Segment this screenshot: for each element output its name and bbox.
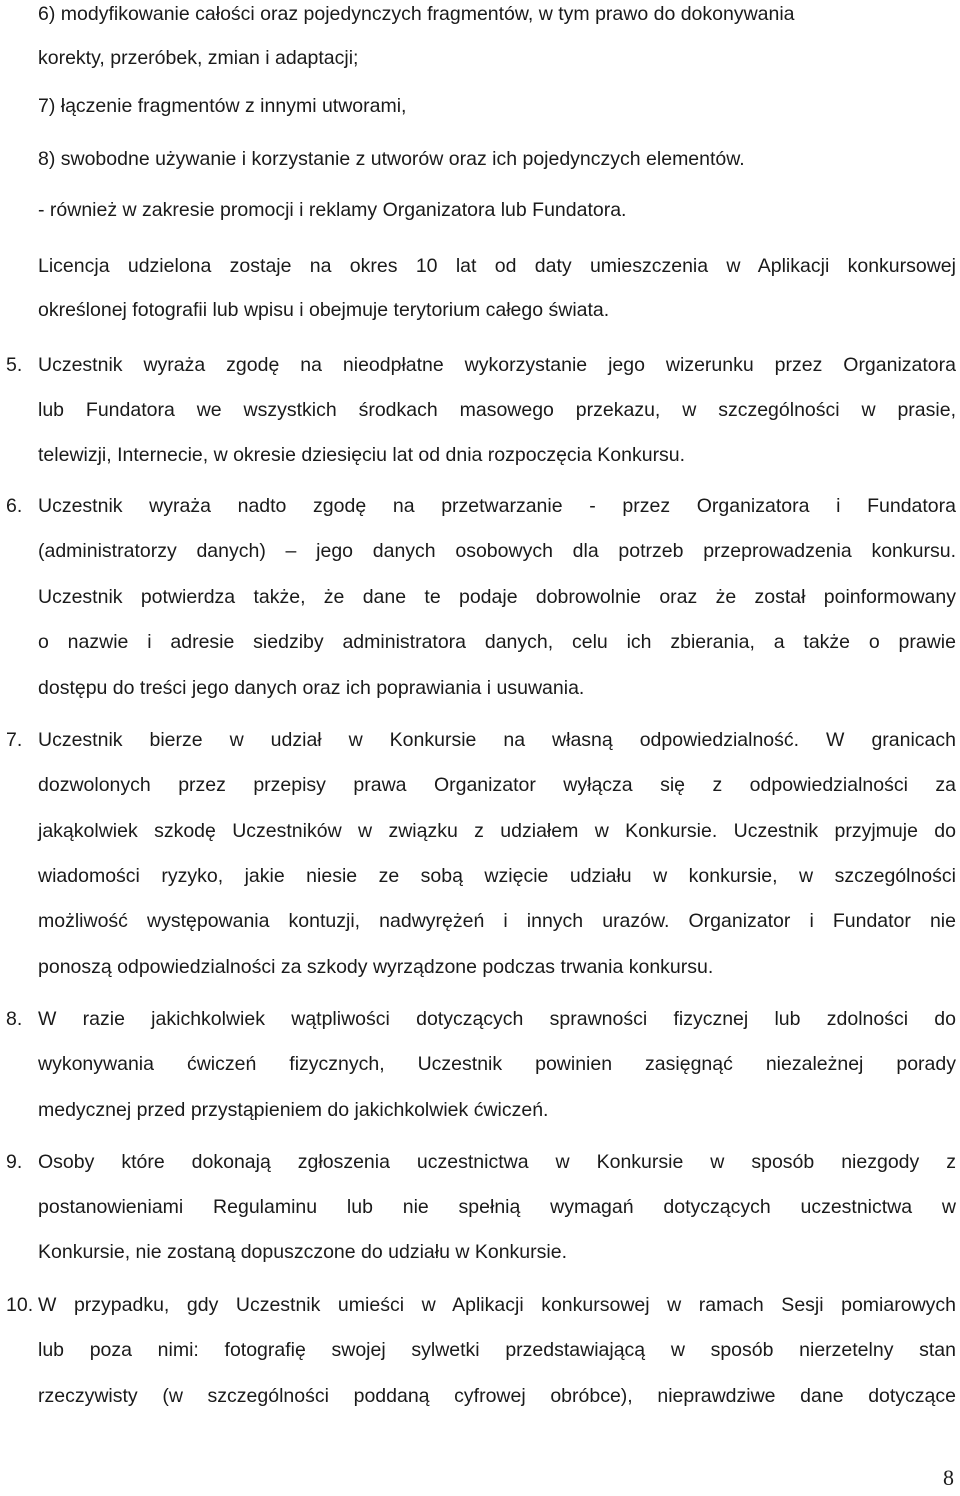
item-line: Uczestnik wyraża zgodę na nieodpłatne wykorzystanie jego wizerunku przez Organizatora (38, 354, 956, 376)
item-line: W razie jakichkolwiek wątpliwości dotyczących sprawności fizycznej lub zdolności do (38, 1008, 956, 1030)
item-line: Uczestnik bierze w udział w Konkursie na własną odpowiedzialność. W granicach (38, 729, 956, 751)
top-list-line: 8) swobodne używanie i korzystanie z utworów oraz ich pojedynczych elementów. (38, 148, 745, 170)
item-line: W przypadku, gdy Uczestnik umieści w Aplikacji konkursowej w ramach Sesji pomiarowych (38, 1294, 956, 1316)
item-line: dozwolonych przez przepisy prawa Organizator wyłącza się z odpowiedzialności za (38, 774, 956, 796)
item-line: ponoszą odpowiedzialności za szkody wyrządzone podczas trwania konkursu. (38, 956, 714, 978)
paragraph-line: Licencja udzielona zostaje na okres 10 lat od daty umieszczenia w Aplikacji konkursowej (38, 255, 956, 277)
item-line: telewizji, Internecie, w okresie dziesięciu lat od dnia rozpoczęcia Konkursu. (38, 444, 686, 466)
item-number: 9. (6, 1151, 23, 1173)
item-line: jakąkolwiek szkodę Uczestników w związku z udziałem w Konkursie. Uczestnik przyjmuje do (38, 820, 956, 842)
item-line: Konkursie, nie zostaną dopuszczone do udziału w Konkursie. (38, 1241, 567, 1263)
item-line: lub poza nimi: fotografię swojej sylwetki przedstawiającą w sposób nierzetelny stan (38, 1339, 956, 1361)
item-line: Osoby które dokonają zgłoszenia uczestnictwa w Konkursie w sposób niezgody z (38, 1151, 956, 1173)
item-line: o nazwie i adresie siedziby administratora danych, celu ich zbierania, a także o prawie (38, 631, 956, 653)
page-number: 8 (943, 1465, 954, 1490)
item-line: postanowieniami Regulaminu lub nie spełnią wymagań dotyczących uczestnictwa w (38, 1196, 956, 1218)
item-line: wiadomości ryzyko, jakie niesie ze sobą wzięcie udziału w konkursie, w szczególności (38, 865, 956, 887)
top-list-line: 7) łączenie fragmentów z innymi utworami, (38, 95, 407, 117)
item-number: 7. (6, 729, 23, 751)
item-line: możliwość występowania kontuzji, nadwyrężeń i innych urazów. Organizator i Fundator nie (38, 910, 956, 932)
top-list-line: korekty, przeróbek, zmian i adaptacji; (38, 47, 359, 69)
item-number: 10. (6, 1294, 34, 1316)
top-list-line: - również w zakresie promocji i reklamy Organizatora lub Fundatora. (38, 199, 627, 221)
item-number: 6. (6, 495, 23, 517)
item-number: 5. (6, 354, 23, 376)
item-number: 8. (6, 1008, 23, 1030)
top-list-line: 6) modyfikowanie całości oraz pojedynczych fragmentów, w tym prawo do dokonywania (38, 3, 795, 25)
item-line: Uczestnik potwierdza także, że dane te podaje dobrowolnie oraz że został poinformowany (38, 586, 956, 608)
paragraph-line: określonej fotografii lub wpisu i obejmuje terytorium całego świata. (38, 299, 610, 321)
item-line: wykonywania ćwiczeń fizycznych, Uczestnik powinien zasięgnąć niezależnej porady (38, 1053, 956, 1075)
item-line: (administratorzy danych) – jego danych osobowych dla potrzeb przeprowadzenia konkursu. (38, 540, 956, 562)
item-line: Uczestnik wyraża nadto zgodę na przetwarzanie - przez Organizatora i Fundatora (38, 495, 956, 517)
item-line: dostępu do treści jego danych oraz ich poprawiania i usuwania. (38, 677, 585, 699)
item-line: rzeczywisty (w szczególności poddaną cyfrowej obróbce), nieprawdziwe dane dotyczące (38, 1385, 956, 1407)
item-line: lub Fundatora we wszystkich środkach masowego przekazu, w szczególności w prasie, (38, 399, 956, 421)
item-line: medycznej przed przystąpieniem do jakichkolwiek ćwiczeń. (38, 1099, 549, 1121)
